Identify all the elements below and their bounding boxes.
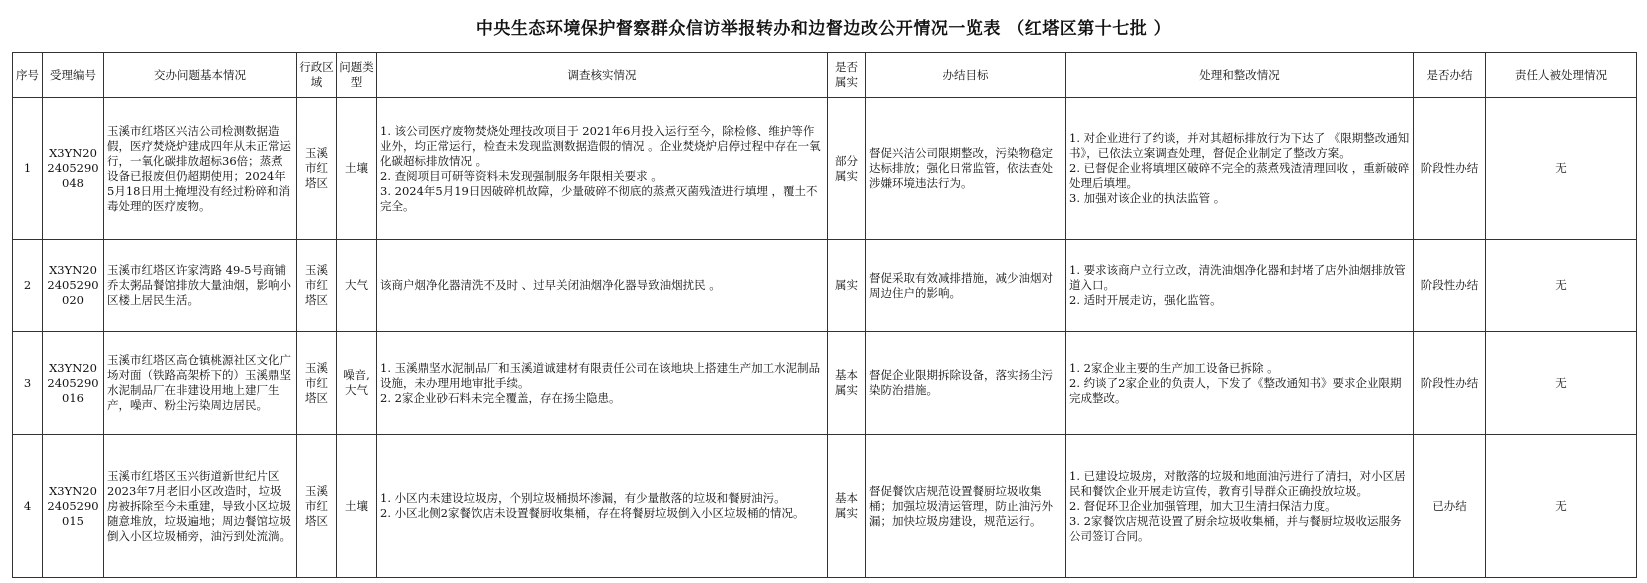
cell-accountability: 无 (1486, 98, 1637, 240)
header-accountability: 责任人被处理情况 (1486, 53, 1637, 98)
cell-handling (1066, 240, 1414, 332)
cell-seq: 2 (13, 240, 43, 332)
handling-line: 2. 约谈了2家企业的负责人，下发了《整改通知书》要求企业限期完成整改。 (1069, 375, 1402, 405)
header-closed: 是否办结 (1414, 53, 1486, 98)
cell-closed: 阶段性办结 (1414, 98, 1486, 240)
handling-line: 1. 对企业进行了约谈，并对其超标排放行为下达了 《限期整改通知书》，已依法立案调查处理，督促企业制定了整改方案。 (1069, 131, 1410, 160)
cell-seq: 4 (13, 435, 43, 578)
complaint-table (12, 52, 1637, 578)
cell-district: 玉溪市红塔区 (297, 98, 337, 240)
cell-handling (1066, 98, 1414, 240)
cell-seq: 3 (13, 332, 43, 435)
header-district: 行政区域 (297, 53, 337, 98)
handling-line: 2. 督促环卫企业加强管理，加大卫生清扫保洁力度。 (1069, 498, 1337, 513)
header-seq: 序号 (13, 53, 43, 98)
cell-handling (1066, 435, 1414, 578)
cell-closed: 阶段性办结 (1414, 332, 1486, 435)
investigation-line: 2. 2家企业砂石料未完全覆盖，存在扬尘隐患。 (380, 390, 621, 405)
investigation-line: 1. 该公司医疗废物焚烧处理技改项目于 2021年6月投入运行至今，除检修、维护等作业外，均正常运行，检查未发现监测数据造假的情况 。企业焚烧炉启停过程中存在一氧化碳超标排放情况 。 (380, 123, 821, 168)
investigation-line: 1. 小区内未建设垃圾房，个别垃圾桶损坏渗漏，有少量散落的垃圾和餐厨油污。 (380, 491, 786, 505)
cell-goal: 督促餐饮店规范设置餐厨垃圾收集桶；加强垃圾清运管理，防止油污外漏；加快垃圾房建设，规范运行。 (866, 435, 1066, 578)
cell-accountability: 无 (1486, 240, 1637, 332)
investigation-line: 2. 查阅项目可研等资料未发现强制服务年限相关要求 。 (380, 168, 663, 183)
table-row (13, 332, 1637, 435)
cell-issue: 玉溪市红塔区高仓镇桃源社区文化广场对面（铁路高架桥下的）玉溪鼎坚水泥制品厂在非建设用地上建厂生产，噪声、粉尘污染周边居民。 (104, 332, 297, 435)
cell-verified: 属实 (828, 240, 866, 332)
cell-accountability: 无 (1486, 332, 1637, 435)
header-goal: 办结目标 (866, 53, 1066, 98)
cell-goal: 督促企业限期拆除设备，落实扬尘污染防治措施。 (866, 332, 1066, 435)
table-row (13, 435, 1637, 578)
handling-line: 2. 已督促企业将填埋区破碎不完全的蒸煮残渣清理回收 ，重新破碎处理后填埋。 (1069, 161, 1410, 190)
cell-issue: 玉溪市红塔区玉兴街道新世纪片区2023年7月老旧小区改造时，垃圾房被拆除至今未重建，导致小区垃圾随意堆放，垃圾遍地；周边餐馆垃圾倒入小区垃圾桶旁，油污到处流淌。 (104, 435, 297, 578)
cell-closed: 阶段性办结 (1414, 240, 1486, 332)
cell-verified: 基本属实 (828, 435, 866, 578)
investigation-line: 3. 2024年5月19日因破碎机故障，少量破碎不彻底的蒸煮灭菌残渣进行填埋 ，覆土不完全。 (380, 183, 818, 213)
cell-verified: 基本属实 (828, 332, 866, 435)
table-row (13, 240, 1637, 332)
cell-investigation (377, 240, 828, 332)
cell-district: 玉溪市红塔区 (297, 240, 337, 332)
investigation-line: 1. 玉溪鼎坚水泥制品厂和玉溪道诚建材有限责任公司在该地块上搭建生产加工水泥制品设施，未办理用地审批手续。 (380, 360, 821, 390)
cell-issue: 玉溪市红塔区许家湾路 49-5号商铺乔太粥品餐馆排放大量油烟，影响小区楼上居民生活。 (104, 240, 297, 332)
cell-closed: 已办结 (1414, 435, 1486, 578)
header-investigation: 调查核实情况 (377, 53, 828, 98)
header-type: 问题类型 (337, 53, 377, 98)
header-handling: 处理和整改情况 (1066, 53, 1414, 98)
cell-accountability: 无 (1486, 435, 1637, 578)
cell-id: X3YN202405290016 (43, 332, 104, 435)
investigation-line: 该商户烟净化器清洗不及时 、过早关闭油烟净化器导致油烟扰民 。 (380, 278, 721, 292)
cell-handling (1066, 332, 1414, 435)
cell-type: 噪音,大气 (337, 332, 377, 435)
cell-type: 土壤 (337, 98, 377, 240)
handling-line: 1. 已建设垃圾房，对散落的垃圾和地面油污进行了清扫，对小区居民和餐饮企业开展走访宣传，教育引导群众正确投放垃圾。 (1069, 468, 1406, 498)
handling-line: 1. 要求该商户立行立改，清洗油烟净化器和封堵了店外油烟排放管道入口。 (1069, 263, 1406, 292)
cell-issue: 玉溪市红塔区兴洁公司检测数据造假，医疗焚烧炉建成四年从未正常运行，一氧化碳排放超标36倍；蒸煮设备已报废但仍超期使用；2024年5月18日用土掩埋没有经过粉碎和消毒处理的医疗废物。 (104, 98, 297, 240)
header-id: 受理编号 (43, 53, 104, 98)
table-row (13, 98, 1637, 240)
document-title: 中央生态环境保护督察群众信访举报转办和边督边改公开情况一览表 （红塔区第十七批 ） (475, 19, 1172, 39)
header-verified: 是否属实 (828, 53, 866, 98)
handling-line: 3. 加强对该企业的执法监管 。 (1069, 191, 1226, 205)
cell-type: 大气 (337, 240, 377, 332)
cell-verified: 部分属实 (828, 98, 866, 240)
handling-line: 2. 适时开展走访，强化监管。 (1069, 293, 1222, 307)
cell-district: 玉溪市红塔区 (297, 332, 337, 435)
header-issue: 交办问题基本情况 (104, 53, 297, 98)
cell-investigation (377, 332, 828, 435)
cell-id: X3YN202405290020 (43, 240, 104, 332)
investigation-line: 2. 小区北侧2家餐饮店未设置餐厨收集桶，存在将餐厨垃圾倒入小区垃圾桶的情况。 (380, 506, 805, 520)
cell-goal: 督促兴洁公司限期整改，污染物稳定达标排放；强化日常监管，依法查处涉嫌环境违法行为。 (866, 98, 1066, 240)
cell-id: X3YN202405290015 (43, 435, 104, 578)
cell-district: 玉溪市红塔区 (297, 435, 337, 578)
cell-type: 土壤 (337, 435, 377, 578)
handling-line: 1. 2家企业主要的生产加工设备已拆除 。 (1069, 360, 1279, 375)
cell-id: X3YN202405290048 (43, 98, 104, 240)
handling-line: 3. 2家餐饮店规范设置了厨余垃圾收集桶，并与餐厨垃圾收运服务公司签订合同。 (1069, 513, 1402, 543)
cell-seq: 1 (13, 98, 43, 240)
cell-investigation (377, 98, 828, 240)
cell-goal: 督促采取有效减排措施，减少油烟对周边住户的影响。 (866, 240, 1066, 332)
cell-investigation (377, 435, 828, 578)
table-header-row (13, 53, 1637, 98)
